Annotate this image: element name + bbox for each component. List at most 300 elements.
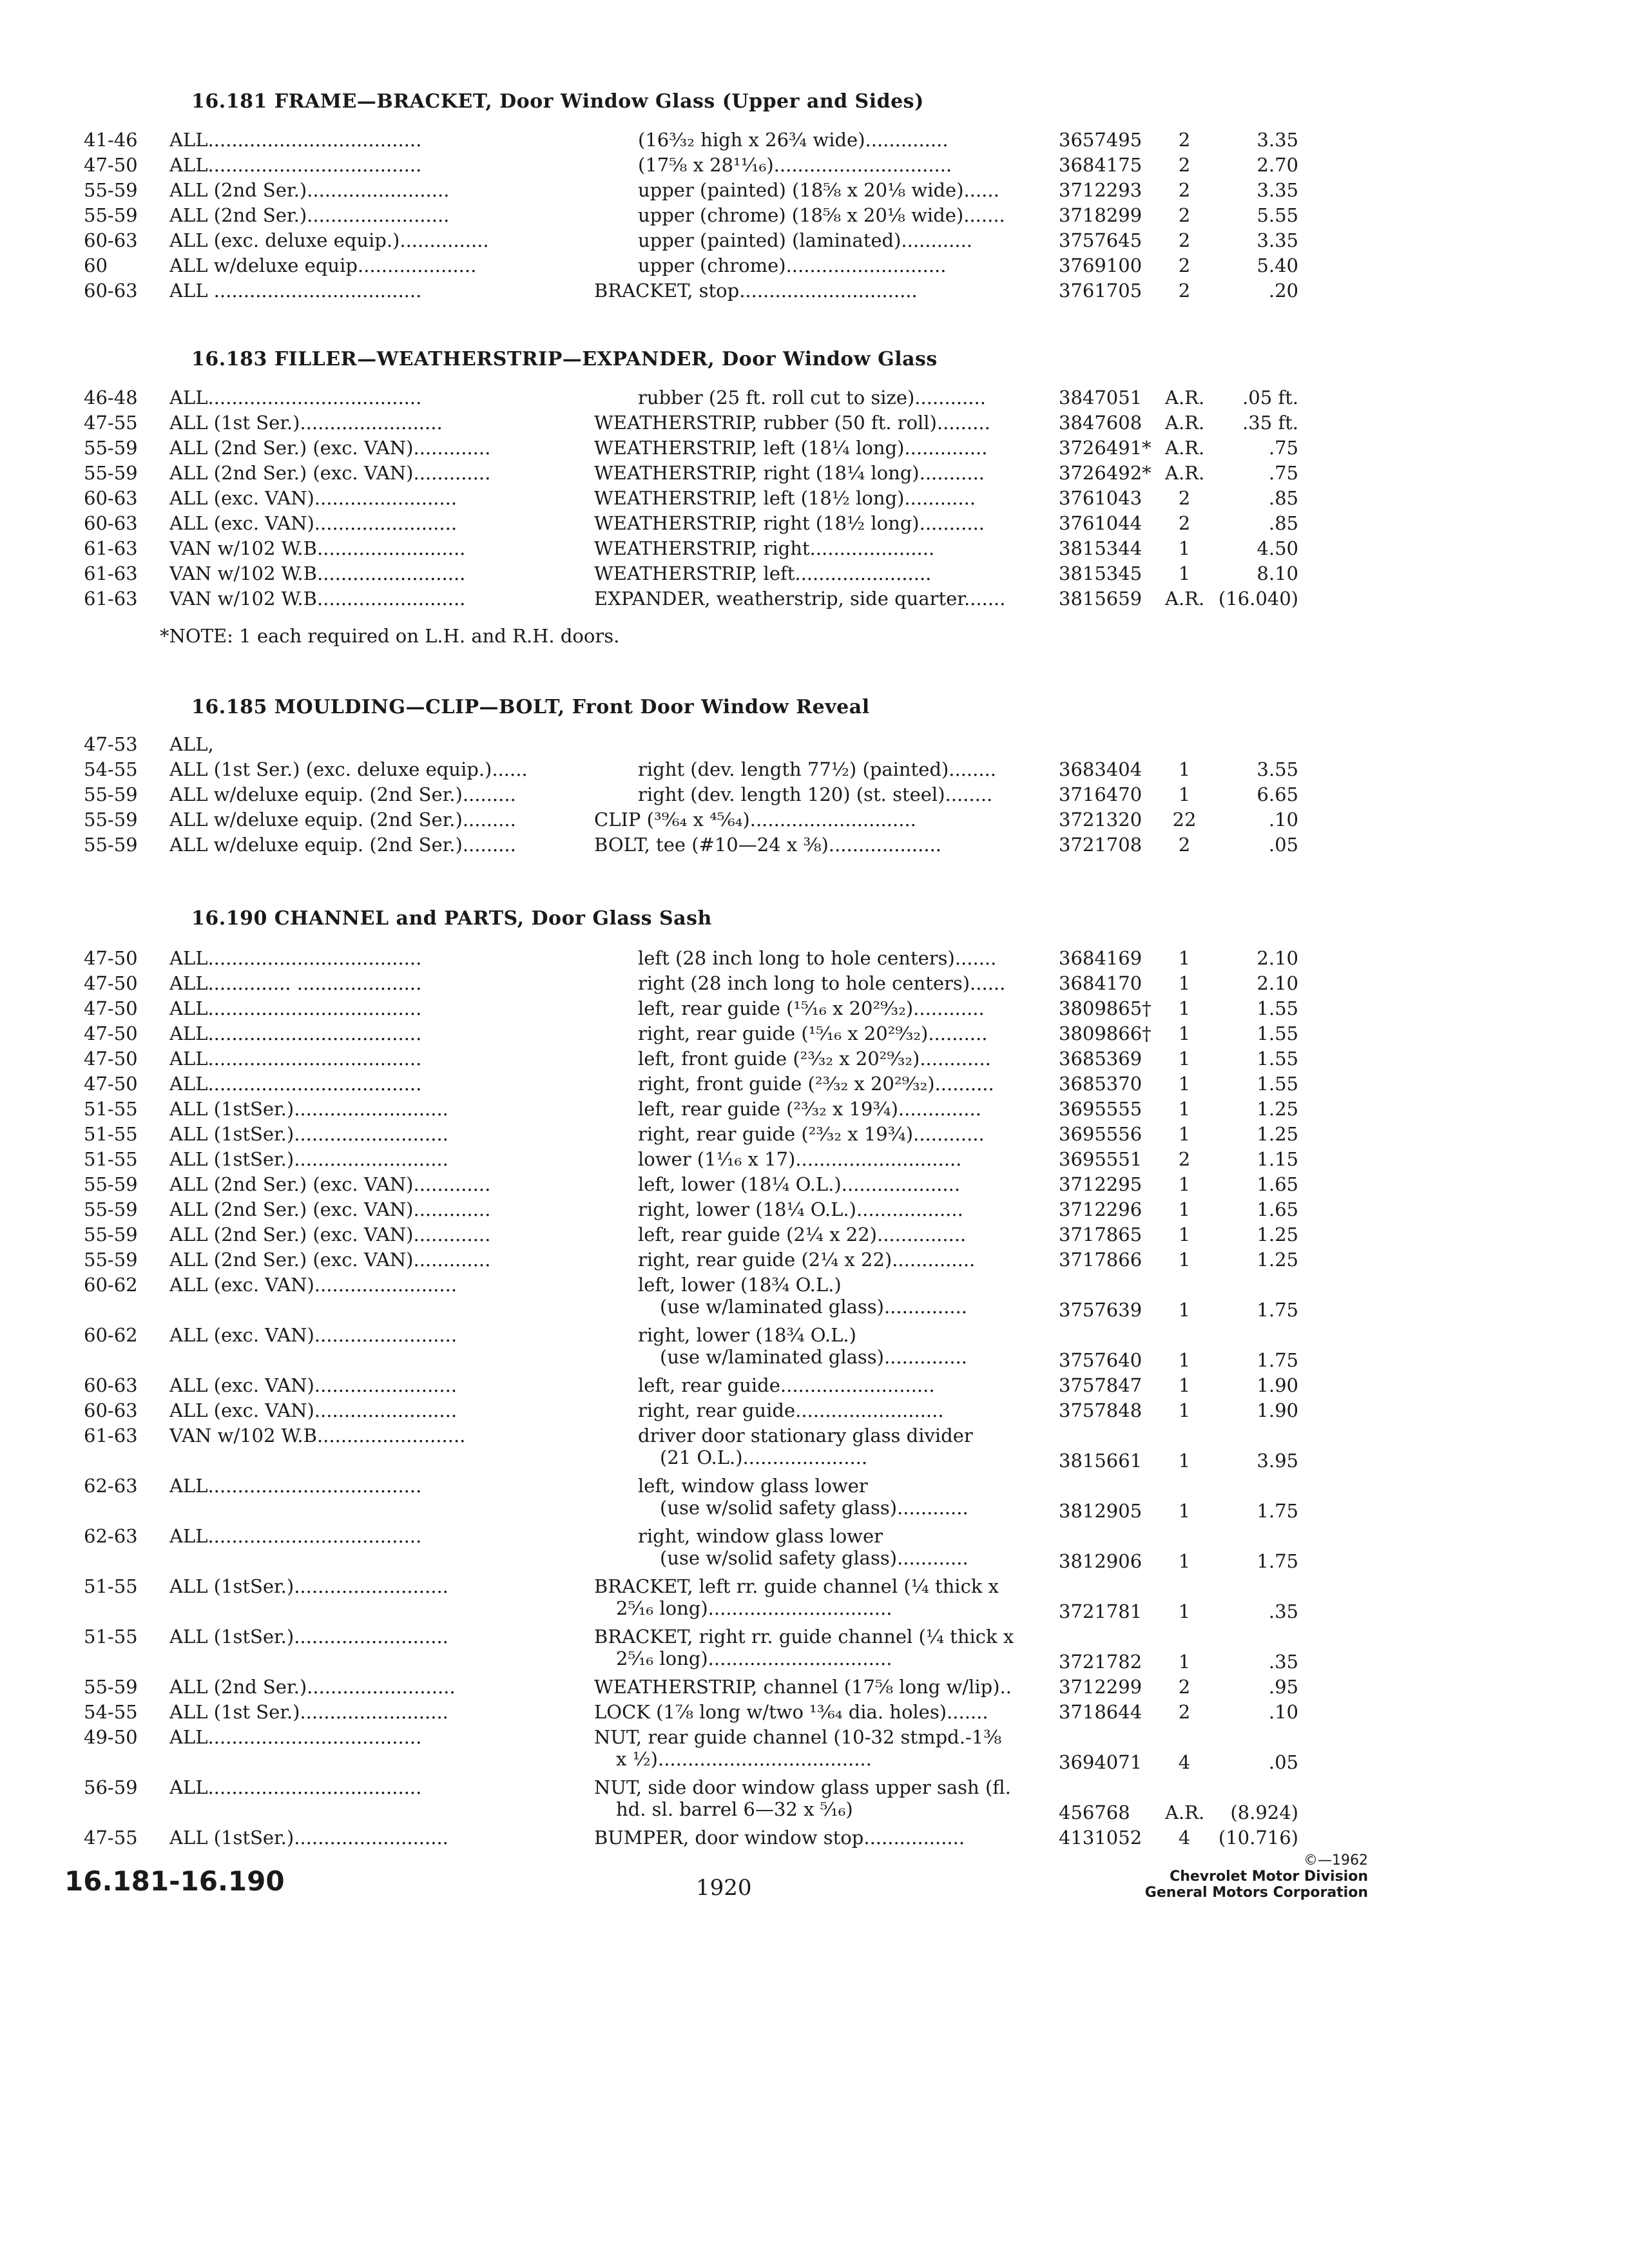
description-line: left, window glass lower <box>638 1475 868 1497</box>
part-number: 3717866 <box>1059 1249 1142 1271</box>
section-title: 16.183 FILLER—WEATHERSTRIP—EXPANDER, Door Window Glass <box>191 348 938 370</box>
quantity: 1 <box>1178 1173 1191 1195</box>
description-line: WEATHERSTRIP, left....................... <box>594 562 932 584</box>
description-line: CLIP (³⁹⁄₆₄ x ⁴⁵⁄₆₄)............................ <box>594 809 916 831</box>
list-price: 4.50 <box>1257 537 1298 559</box>
table-row <box>0 1148 1629 1173</box>
part-description <box>594 562 1039 584</box>
quantity: 1 <box>1178 1098 1191 1120</box>
table-row <box>0 1249 1629 1274</box>
part-number: 3812905 <box>1059 1500 1142 1522</box>
quantity: 1 <box>1178 1249 1191 1271</box>
model-applicability: ALL.................................... <box>169 1525 422 1547</box>
parts-table <box>0 733 1629 859</box>
part-number: 3712299 <box>1059 1676 1142 1698</box>
year-range: 55-59 <box>84 834 138 856</box>
description-line-continued: (21 O.L.)..................... <box>660 1446 868 1468</box>
year-range: 41-46 <box>84 129 138 151</box>
list-price: .05 <box>1268 1751 1298 1773</box>
year-range: 61-63 <box>84 1425 138 1446</box>
part-number: 3761705 <box>1059 280 1142 302</box>
table-row <box>0 1575 1629 1626</box>
year-range: 60-63 <box>84 229 138 251</box>
list-price: 1.75 <box>1257 1349 1298 1371</box>
model-applicability: ALL.................................... <box>169 1073 422 1095</box>
part-number: 3685370 <box>1059 1073 1142 1095</box>
model-applicability: ALL.............. ..................... <box>169 972 422 994</box>
description-line: NUT, rear guide channel (10-32 stmpd.-1⅜ <box>594 1726 1002 1748</box>
table-row <box>0 783 1629 809</box>
part-description <box>638 1023 1039 1044</box>
description-line-continued: (use w/laminated glass).............. <box>660 1346 968 1368</box>
description-line: right (dev. length 120) (st. steel)........ <box>638 783 993 805</box>
footer-copyright: ©—1962 <box>1304 1852 1368 1869</box>
quantity: A.R. <box>1165 588 1205 610</box>
description-line: WEATHERSTRIP, left (18¼ long).............. <box>594 437 988 459</box>
year-range: 51-55 <box>84 1575 138 1597</box>
list-price: .85 <box>1268 487 1298 509</box>
part-description <box>594 437 1039 459</box>
description-line-continued: (use w/laminated glass).............. <box>660 1296 968 1318</box>
part-description <box>638 1274 1039 1318</box>
section-title: 16.181 FRAME—BRACKET, Door Window Glass (Upper and Sides) <box>191 90 924 113</box>
description-line: WEATHERSTRIP, right (18½ long)........... <box>594 512 985 534</box>
model-applicability: ALL (1stSer.).......................... <box>169 1098 448 1120</box>
table-row <box>0 1324 1629 1374</box>
part-description <box>638 1123 1039 1145</box>
part-description <box>594 809 1039 831</box>
list-price: (10.716) <box>1218 1827 1298 1849</box>
model-applicability: VAN w/102 W.B......................... <box>169 1425 466 1446</box>
part-number: 3694071 <box>1059 1751 1142 1773</box>
part-description <box>638 129 1039 151</box>
table-row <box>0 412 1629 437</box>
model-applicability: ALL (exc. VAN)........................ <box>169 1399 458 1421</box>
model-applicability: ALL ................................... <box>169 280 422 302</box>
description-line-continued: (use w/solid safety glass)............ <box>660 1547 969 1569</box>
model-applicability: ALL (2nd Ser.) (exc. VAN)............. <box>169 462 491 484</box>
year-range: 62-63 <box>84 1475 138 1497</box>
model-applicability: ALL.................................... <box>169 1023 422 1044</box>
model-applicability: ALL.................................... <box>169 947 422 969</box>
table-row <box>0 1626 1629 1676</box>
quantity: 1 <box>1178 1399 1191 1421</box>
year-range: 51-55 <box>84 1626 138 1648</box>
part-description <box>638 1399 1039 1421</box>
model-applicability: ALL (1st Ser.)........................ <box>169 412 443 434</box>
section-title: 16.190 CHANNEL and PARTS, Door Glass Sash <box>191 907 712 930</box>
model-applicability: ALL (2nd Ser.)........................ <box>169 179 450 201</box>
list-price: .35 <box>1268 1600 1298 1622</box>
quantity: A.R. <box>1165 1802 1205 1823</box>
quantity: 1 <box>1178 562 1191 584</box>
list-price: 8.10 <box>1257 562 1298 584</box>
list-price: 6.65 <box>1257 783 1298 805</box>
part-number: 3847051 <box>1059 387 1142 408</box>
model-applicability: ALL, <box>169 733 214 755</box>
model-applicability: ALL (1stSer.).......................... <box>169 1123 448 1145</box>
year-range: 49-50 <box>84 1726 138 1748</box>
quantity: 1 <box>1178 997 1191 1019</box>
table-row <box>0 947 1629 972</box>
list-price: (8.924) <box>1230 1802 1298 1823</box>
description-line: right, rear guide (2¼ x 22).............. <box>638 1249 976 1271</box>
part-number: 3726491* <box>1059 437 1152 459</box>
part-description <box>638 1148 1039 1170</box>
table-row <box>0 1224 1629 1249</box>
quantity: 1 <box>1178 1600 1191 1622</box>
quantity: 1 <box>1178 1651 1191 1673</box>
quantity: 2 <box>1178 512 1191 534</box>
table-row <box>0 1198 1629 1224</box>
list-price: .35 <box>1268 1651 1298 1673</box>
description-line: right (dev. length 77½) (painted)........ <box>638 758 996 780</box>
description-line: left, rear guide (2¼ x 22)............... <box>638 1224 967 1245</box>
year-range: 56-59 <box>84 1776 138 1798</box>
quantity: 1 <box>1178 1198 1191 1220</box>
part-number: 3757847 <box>1059 1374 1142 1396</box>
description-line: WEATHERSTRIP, left (18½ long)............ <box>594 487 976 509</box>
part-description <box>638 1425 1039 1468</box>
table-row <box>0 1475 1629 1525</box>
model-applicability: ALL.................................... <box>169 1048 422 1070</box>
part-description <box>594 1575 1039 1619</box>
year-range: 60-62 <box>84 1274 138 1296</box>
description-line-continued: x ½).................................... <box>616 1748 872 1770</box>
list-price: 1.15 <box>1257 1148 1298 1170</box>
table-row <box>0 154 1629 179</box>
part-number: 3712295 <box>1059 1173 1142 1195</box>
description-line: WEATHERSTRIP, channel (17⁵⁄₈ long w/lip).. <box>594 1676 1012 1698</box>
model-applicability: ALL (1st Ser.)......................... <box>169 1701 448 1723</box>
quantity: 2 <box>1178 204 1191 226</box>
model-applicability: VAN w/102 W.B......................... <box>169 562 466 584</box>
part-number: 3717865 <box>1059 1224 1142 1245</box>
description-line: WEATHERSTRIP, rubber (50 ft. roll)......... <box>594 412 990 434</box>
year-range: 47-50 <box>84 1048 138 1070</box>
table-row <box>0 1374 1629 1399</box>
table-row <box>0 1173 1629 1198</box>
part-description <box>638 972 1039 994</box>
part-description <box>594 1726 1039 1770</box>
table-row <box>0 588 1629 613</box>
part-description <box>594 412 1039 434</box>
footer-section-range: 16.181-16.190 <box>64 1865 285 1897</box>
description-line: BRACKET, left rr. guide channel (¼ thick x <box>594 1575 999 1597</box>
year-range: 61-63 <box>84 562 138 584</box>
quantity: 22 <box>1172 809 1197 831</box>
list-price: 2.70 <box>1257 154 1298 176</box>
part-number: 3757640 <box>1059 1349 1142 1371</box>
part-description <box>638 1249 1039 1271</box>
table-row <box>0 1776 1629 1827</box>
year-range: 60-62 <box>84 1324 138 1346</box>
table-row <box>0 280 1629 305</box>
list-price: 5.55 <box>1257 204 1298 226</box>
quantity: 1 <box>1178 1500 1191 1522</box>
parts-table <box>0 947 1629 1852</box>
part-description <box>594 834 1039 856</box>
description-line: left, rear guide (²³⁄₃₂ x 19¾).............. <box>638 1098 981 1120</box>
year-range: 47-50 <box>84 972 138 994</box>
list-price: 1.90 <box>1257 1374 1298 1396</box>
year-range: 54-55 <box>84 1701 138 1723</box>
table-row <box>0 204 1629 229</box>
quantity: 2 <box>1178 229 1191 251</box>
list-price: .75 <box>1268 462 1298 484</box>
list-price: 1.25 <box>1257 1249 1298 1271</box>
year-range: 47-55 <box>84 412 138 434</box>
list-price: 1.65 <box>1257 1173 1298 1195</box>
year-range: 55-59 <box>84 1249 138 1271</box>
part-description <box>638 1073 1039 1095</box>
part-description <box>638 1475 1039 1519</box>
part-description <box>638 783 1039 805</box>
list-price: 1.75 <box>1257 1500 1298 1522</box>
part-number: 456768 <box>1059 1802 1130 1823</box>
model-applicability: ALL (exc. deluxe equip.)............... <box>169 229 489 251</box>
part-description <box>638 947 1039 969</box>
table-row <box>0 809 1629 834</box>
part-description <box>594 1701 1039 1723</box>
part-number: 4131052 <box>1059 1827 1142 1849</box>
parts-table <box>0 129 1629 305</box>
quantity: 2 <box>1178 154 1191 176</box>
quantity: 2 <box>1178 255 1191 276</box>
quantity: 2 <box>1178 1676 1191 1698</box>
part-description <box>638 758 1039 780</box>
list-price: 1.25 <box>1257 1098 1298 1120</box>
table-row <box>0 387 1629 412</box>
model-applicability: ALL (1stSer.).......................... <box>169 1575 448 1597</box>
list-price: .35 ft. <box>1242 412 1298 434</box>
description-line: EXPANDER, weatherstrip, side quarter....... <box>594 588 1006 610</box>
part-description <box>594 1676 1039 1698</box>
footer-publisher-line2: General Motors Corporation <box>1144 1885 1368 1901</box>
model-applicability: ALL (exc. VAN)........................ <box>169 487 458 509</box>
description-line: left, front guide (²³⁄₃₂ x 20²⁹⁄₃₂)............ <box>638 1048 991 1070</box>
footer-publisher-line1: Chevrolet Motor Division <box>1170 1869 1368 1885</box>
table-row <box>0 1123 1629 1148</box>
part-number: 3657495 <box>1059 129 1142 151</box>
description-line: right (28 inch long to hole centers)...... <box>638 972 1006 994</box>
part-description <box>638 1048 1039 1070</box>
part-number: 3718644 <box>1059 1701 1142 1723</box>
quantity: 1 <box>1178 1123 1191 1145</box>
table-row <box>0 758 1629 783</box>
table-row <box>0 1399 1629 1425</box>
part-description <box>638 1198 1039 1220</box>
section-note: *NOTE: 1 each required on L.H. and R.H. doors. <box>160 625 620 647</box>
year-range: 55-59 <box>84 179 138 201</box>
part-number: 3769100 <box>1059 255 1142 276</box>
list-price: .10 <box>1268 1701 1298 1723</box>
part-description <box>594 280 1039 302</box>
footer-page-number: 1920 <box>696 1875 752 1901</box>
year-range: 55-59 <box>84 783 138 805</box>
part-description <box>638 1324 1039 1368</box>
quantity: 1 <box>1178 1550 1191 1572</box>
quantity: 1 <box>1178 783 1191 805</box>
table-row <box>0 1048 1629 1073</box>
description-line: right, rear guide (¹⁵⁄₁₆ x 20²⁹⁄₃₂).......... <box>638 1023 988 1044</box>
table-row <box>0 1425 1629 1475</box>
model-applicability: ALL (1stSer.).......................... <box>169 1626 448 1648</box>
list-price: 2.10 <box>1257 947 1298 969</box>
part-description <box>594 1626 1039 1669</box>
model-applicability: ALL (2nd Ser.)........................ <box>169 204 450 226</box>
footer-publisher <box>1145 1852 1368 1901</box>
part-number: 3684169 <box>1059 947 1142 969</box>
list-price: .10 <box>1268 809 1298 831</box>
table-row <box>0 129 1629 154</box>
year-range: 55-59 <box>84 462 138 484</box>
description-line: lower (1¹⁄₁₆ x 17)............................ <box>638 1148 962 1170</box>
year-range: 60-63 <box>84 1399 138 1421</box>
description-line: upper (painted) (18⁵⁄₈ x 20¹⁄₈ wide)...... <box>638 179 999 201</box>
year-range: 62-63 <box>84 1525 138 1547</box>
description-line-continued: 2⁵⁄₁₆ long)............................... <box>616 1648 892 1669</box>
part-number: 3712293 <box>1059 179 1142 201</box>
model-applicability: ALL (1stSer.).......................... <box>169 1148 448 1170</box>
model-applicability: ALL.................................... <box>169 997 422 1019</box>
description-line: (16³⁄₃₂ high x 26¾ wide).............. <box>638 129 949 151</box>
part-description <box>594 1776 1039 1820</box>
quantity: 1 <box>1178 1299 1191 1321</box>
year-range: 61-63 <box>84 537 138 559</box>
year-range: 55-59 <box>84 437 138 459</box>
part-number: 3757645 <box>1059 229 1142 251</box>
model-applicability: VAN w/102 W.B......................... <box>169 588 466 610</box>
list-price: 1.75 <box>1257 1299 1298 1321</box>
part-description <box>594 537 1039 559</box>
quantity: 1 <box>1178 1073 1191 1095</box>
quantity: 2 <box>1178 1148 1191 1170</box>
part-number: 3683404 <box>1059 758 1142 780</box>
quantity: 2 <box>1178 834 1191 856</box>
description-line: upper (painted) (laminated)............ <box>638 229 973 251</box>
table-row <box>0 997 1629 1023</box>
table-row <box>0 255 1629 280</box>
list-price: 1.55 <box>1257 1048 1298 1070</box>
table-row <box>0 537 1629 562</box>
description-line: right, front guide (²³⁄₃₂ x 20²⁹⁄₃₂).......... <box>638 1073 994 1095</box>
part-number: 3757639 <box>1059 1299 1142 1321</box>
quantity: 1 <box>1178 1450 1191 1472</box>
table-row <box>0 1827 1629 1852</box>
part-number: 3726492* <box>1059 462 1152 484</box>
list-price: 1.55 <box>1257 1073 1298 1095</box>
year-range: 47-50 <box>84 947 138 969</box>
part-description <box>638 179 1039 201</box>
part-number: 3761043 <box>1059 487 1142 509</box>
part-number: 3812906 <box>1059 1550 1142 1572</box>
list-price: 1.65 <box>1257 1198 1298 1220</box>
part-description <box>638 387 1039 408</box>
list-price: (16.040) <box>1218 588 1298 610</box>
table-row <box>0 1073 1629 1098</box>
year-range: 60-63 <box>84 487 138 509</box>
year-range: 60 <box>84 255 108 276</box>
part-description <box>594 462 1039 484</box>
year-range: 54-55 <box>84 758 138 780</box>
list-price: 3.35 <box>1257 229 1298 251</box>
part-number: 3718299 <box>1059 204 1142 226</box>
model-applicability: ALL.................................... <box>169 387 422 408</box>
table-row <box>0 437 1629 462</box>
part-description <box>638 204 1039 226</box>
part-number: 3815661 <box>1059 1450 1142 1472</box>
part-number: 3809866† <box>1059 1023 1152 1044</box>
model-applicability: ALL (2nd Ser.) (exc. VAN)............. <box>169 1173 491 1195</box>
description-line: WEATHERSTRIP, right (18¼ long)........... <box>594 462 985 484</box>
year-range: 47-55 <box>84 1827 138 1849</box>
model-applicability: ALL (exc. VAN)........................ <box>169 512 458 534</box>
list-price: .95 <box>1268 1676 1298 1698</box>
table-row <box>0 1274 1629 1324</box>
list-price: .20 <box>1268 280 1298 302</box>
year-range: 47-50 <box>84 997 138 1019</box>
part-description <box>638 1173 1039 1195</box>
description-line: right, lower (18¼ O.L.).................. <box>638 1198 963 1220</box>
list-price: 1.75 <box>1257 1550 1298 1572</box>
year-range: 55-59 <box>84 809 138 831</box>
part-number: 3721781 <box>1059 1600 1142 1622</box>
year-range: 60-63 <box>84 1374 138 1396</box>
model-applicability: VAN w/102 W.B......................... <box>169 537 466 559</box>
quantity: 1 <box>1178 1374 1191 1396</box>
table-row <box>0 1525 1629 1575</box>
year-range: 46-48 <box>84 387 138 408</box>
table-row <box>0 834 1629 859</box>
model-applicability: ALL.................................... <box>169 1475 422 1497</box>
year-range: 60-63 <box>84 512 138 534</box>
table-row <box>0 179 1629 204</box>
description-line: LOCK (1⅞ long w/two ¹³⁄₆₄ dia. holes)....... <box>594 1701 988 1723</box>
part-description <box>594 588 1039 610</box>
quantity: 1 <box>1178 1023 1191 1044</box>
list-price: 2.10 <box>1257 972 1298 994</box>
list-price: .85 <box>1268 512 1298 534</box>
model-applicability: ALL w/deluxe equip. (2nd Ser.)......... <box>169 783 516 805</box>
list-price: 3.35 <box>1257 179 1298 201</box>
part-description <box>638 1224 1039 1245</box>
model-applicability: ALL (2nd Ser.)......................... <box>169 1676 456 1698</box>
list-price: 1.25 <box>1257 1123 1298 1145</box>
part-number: 3815345 <box>1059 562 1142 584</box>
part-description <box>638 229 1039 251</box>
year-range: 61-63 <box>84 588 138 610</box>
description-line: (17⁵⁄₈ x 28¹¹⁄₁₆).............................. <box>638 154 952 176</box>
part-description <box>638 255 1039 276</box>
part-number: 3721320 <box>1059 809 1142 831</box>
quantity: 1 <box>1178 537 1191 559</box>
model-applicability: ALL (1st Ser.) (exc. deluxe equip.)...... <box>169 758 528 780</box>
part-number: 3815659 <box>1059 588 1142 610</box>
quantity: 4 <box>1178 1751 1191 1773</box>
quantity: 2 <box>1178 179 1191 201</box>
quantity: 2 <box>1178 487 1191 509</box>
table-row <box>0 562 1629 588</box>
table-row <box>0 972 1629 997</box>
part-description <box>638 997 1039 1019</box>
part-description <box>594 512 1039 534</box>
part-description <box>638 1098 1039 1120</box>
part-number: 3721708 <box>1059 834 1142 856</box>
part-number: 3684175 <box>1059 154 1142 176</box>
description-line: left, lower (18¾ O.L.) <box>638 1274 842 1296</box>
year-range: 55-59 <box>84 204 138 226</box>
